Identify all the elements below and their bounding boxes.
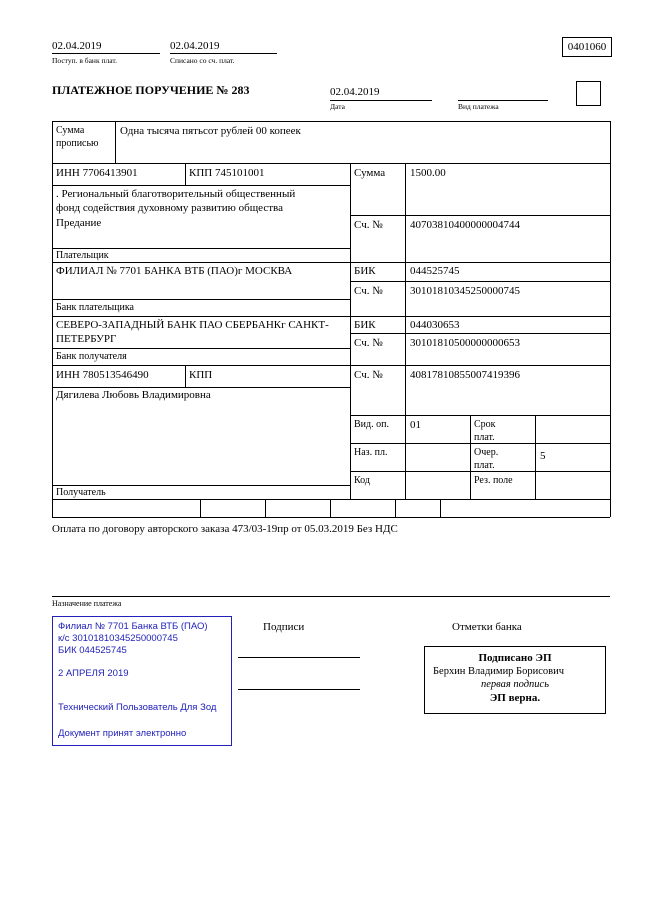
payer-account: 40703810400000004744: [410, 219, 520, 231]
payer-inn: ИНН 7706413901: [56, 167, 138, 179]
due-label: Срок плат.: [474, 419, 496, 443]
stamp-line: Документ принят электронно: [58, 728, 187, 739]
payer-name: . Региональный благотворительный общественный фонд содействия духовному развитию общества Предание: [56, 188, 296, 229]
table-border: [350, 333, 610, 334]
payer-bank-name: ФИЛИАЛ № 7701 БАНКА ВТБ (ПАО)г МОСКВА: [56, 265, 293, 277]
amount-words-label: Сумма прописью: [56, 125, 99, 149]
document-date: 02.04.2019: [330, 86, 380, 98]
payer-bank-bik-label: БИК: [354, 265, 376, 277]
table-border: [52, 262, 610, 263]
table-border: [52, 517, 610, 518]
payee-kpp-label: КПП: [189, 369, 213, 381]
payment-type-label: Вид платежа: [458, 102, 499, 111]
payee-bank-section-label: Банк получателя: [56, 351, 127, 362]
esign-title: Подписано ЭП: [478, 652, 552, 664]
table-border: [350, 163, 351, 499]
signature-line: [238, 657, 360, 658]
table-border: [185, 365, 186, 387]
op-kind-value: 01: [410, 419, 421, 431]
amount-value: 1500.00: [410, 167, 446, 179]
payer-bank-bik: 044525745: [410, 265, 460, 277]
table-border: [610, 121, 611, 517]
date-label: Дата: [330, 102, 345, 111]
payee-account-label: Сч. №: [354, 369, 383, 381]
payer-bank-account: 30101810345250000745: [410, 285, 520, 297]
priority-label: Очер. плат.: [474, 447, 499, 471]
esign-valid-note: ЭП верна.: [489, 692, 541, 704]
stamp-line: к/с 30101810345250000745: [58, 633, 178, 644]
purpose-code-label: Наз. пл.: [354, 447, 388, 458]
payment-type-underline: [458, 100, 548, 101]
op-kind-label: Вид. оп.: [354, 419, 389, 430]
table-border: [52, 596, 610, 597]
table-border: [52, 121, 53, 517]
table-border: [52, 365, 610, 366]
amount-label: Сумма: [354, 167, 386, 179]
document-date-underline: [330, 100, 432, 101]
form-code-box: 0401060: [562, 37, 612, 57]
table-border: [350, 415, 610, 416]
table-border: [52, 499, 610, 500]
purpose-text: Оплата по договору авторского заказа 473/03-19пр от 05.03.2019 Без НДС: [52, 523, 398, 535]
debited-date: 02.04.2019: [170, 40, 220, 52]
table-border: [185, 163, 186, 185]
payment-type-box: [576, 81, 601, 106]
esign-signer: Берхин Владимир Борисович: [433, 666, 564, 677]
table-border: [330, 499, 331, 517]
table-border: [405, 163, 406, 499]
table-border: [395, 499, 396, 517]
table-border: [535, 415, 536, 499]
table-border: [52, 163, 610, 164]
table-border: [470, 415, 471, 499]
table-border: [52, 299, 350, 300]
esign-role: первая подпись: [480, 679, 549, 690]
table-border: [265, 499, 266, 517]
payee-name: Дягилева Любовь Владимировна: [56, 389, 211, 401]
table-border: [115, 121, 116, 163]
received-date-underline: [52, 53, 160, 54]
table-border: [52, 121, 610, 122]
bank-marks-title: Отметки банка: [452, 621, 522, 633]
payer-kpp: КПП 745101001: [189, 167, 265, 179]
payer-bank-section-label: Банк плательщика: [56, 302, 134, 313]
table-border: [440, 499, 441, 517]
stamp-line: БИК 044525745: [58, 645, 127, 656]
payee-bank-bik: 044030653: [410, 319, 460, 331]
table-border: [52, 348, 350, 349]
code-label: Код: [354, 475, 370, 486]
signatures-title: Подписи: [263, 621, 305, 633]
payee-account: 40817810855007419396: [410, 369, 520, 381]
payer-bank-account-label: Сч. №: [354, 285, 383, 297]
debited-date-underline: [170, 53, 277, 54]
payer-section-label: Плательщик: [56, 250, 109, 261]
received-date-label: Поступ. в банк плат.: [52, 56, 117, 65]
payee-bank-account-label: Сч. №: [354, 337, 383, 349]
stamp-line: Филиал № 7701 Банка ВТБ (ПАО): [58, 621, 208, 632]
document-title: ПЛАТЕЖНОЕ ПОРУЧЕНИЕ № 283: [52, 83, 250, 97]
priority-value: 5: [540, 450, 546, 462]
payee-bank-account: 30101810500000000653: [410, 337, 520, 349]
table-border: [52, 316, 610, 317]
table-border: [350, 215, 610, 216]
received-date: 02.04.2019: [52, 40, 102, 52]
payee-bank-bik-label: БИК: [354, 319, 376, 331]
signature-line: [238, 689, 360, 690]
payee-inn: ИНН 780513546490: [56, 369, 149, 381]
table-border: [350, 281, 610, 282]
purpose-label: Назначение платежа: [52, 599, 122, 608]
payee-bank-name: СЕВЕРО-ЗАПАДНЫЙ БАНК ПАО СБЕРБАНКг САНКТ-ПЕТЕРБУРГ: [56, 319, 329, 346]
amount-words: Одна тысяча пятьсот рублей 00 копеек: [120, 125, 301, 137]
payer-account-label: Сч. №: [354, 219, 383, 231]
debited-date-label: Списано со сч. плат.: [170, 56, 235, 65]
reserve-label: Рез. поле: [474, 475, 513, 486]
table-border: [52, 185, 350, 186]
table-border: [200, 499, 201, 517]
stamp-line: Технический Пользователь Для Зод: [58, 702, 217, 713]
stamp-line: 2 АПРЕЛЯ 2019: [58, 668, 129, 679]
payee-section-label: Получатель: [56, 487, 106, 498]
